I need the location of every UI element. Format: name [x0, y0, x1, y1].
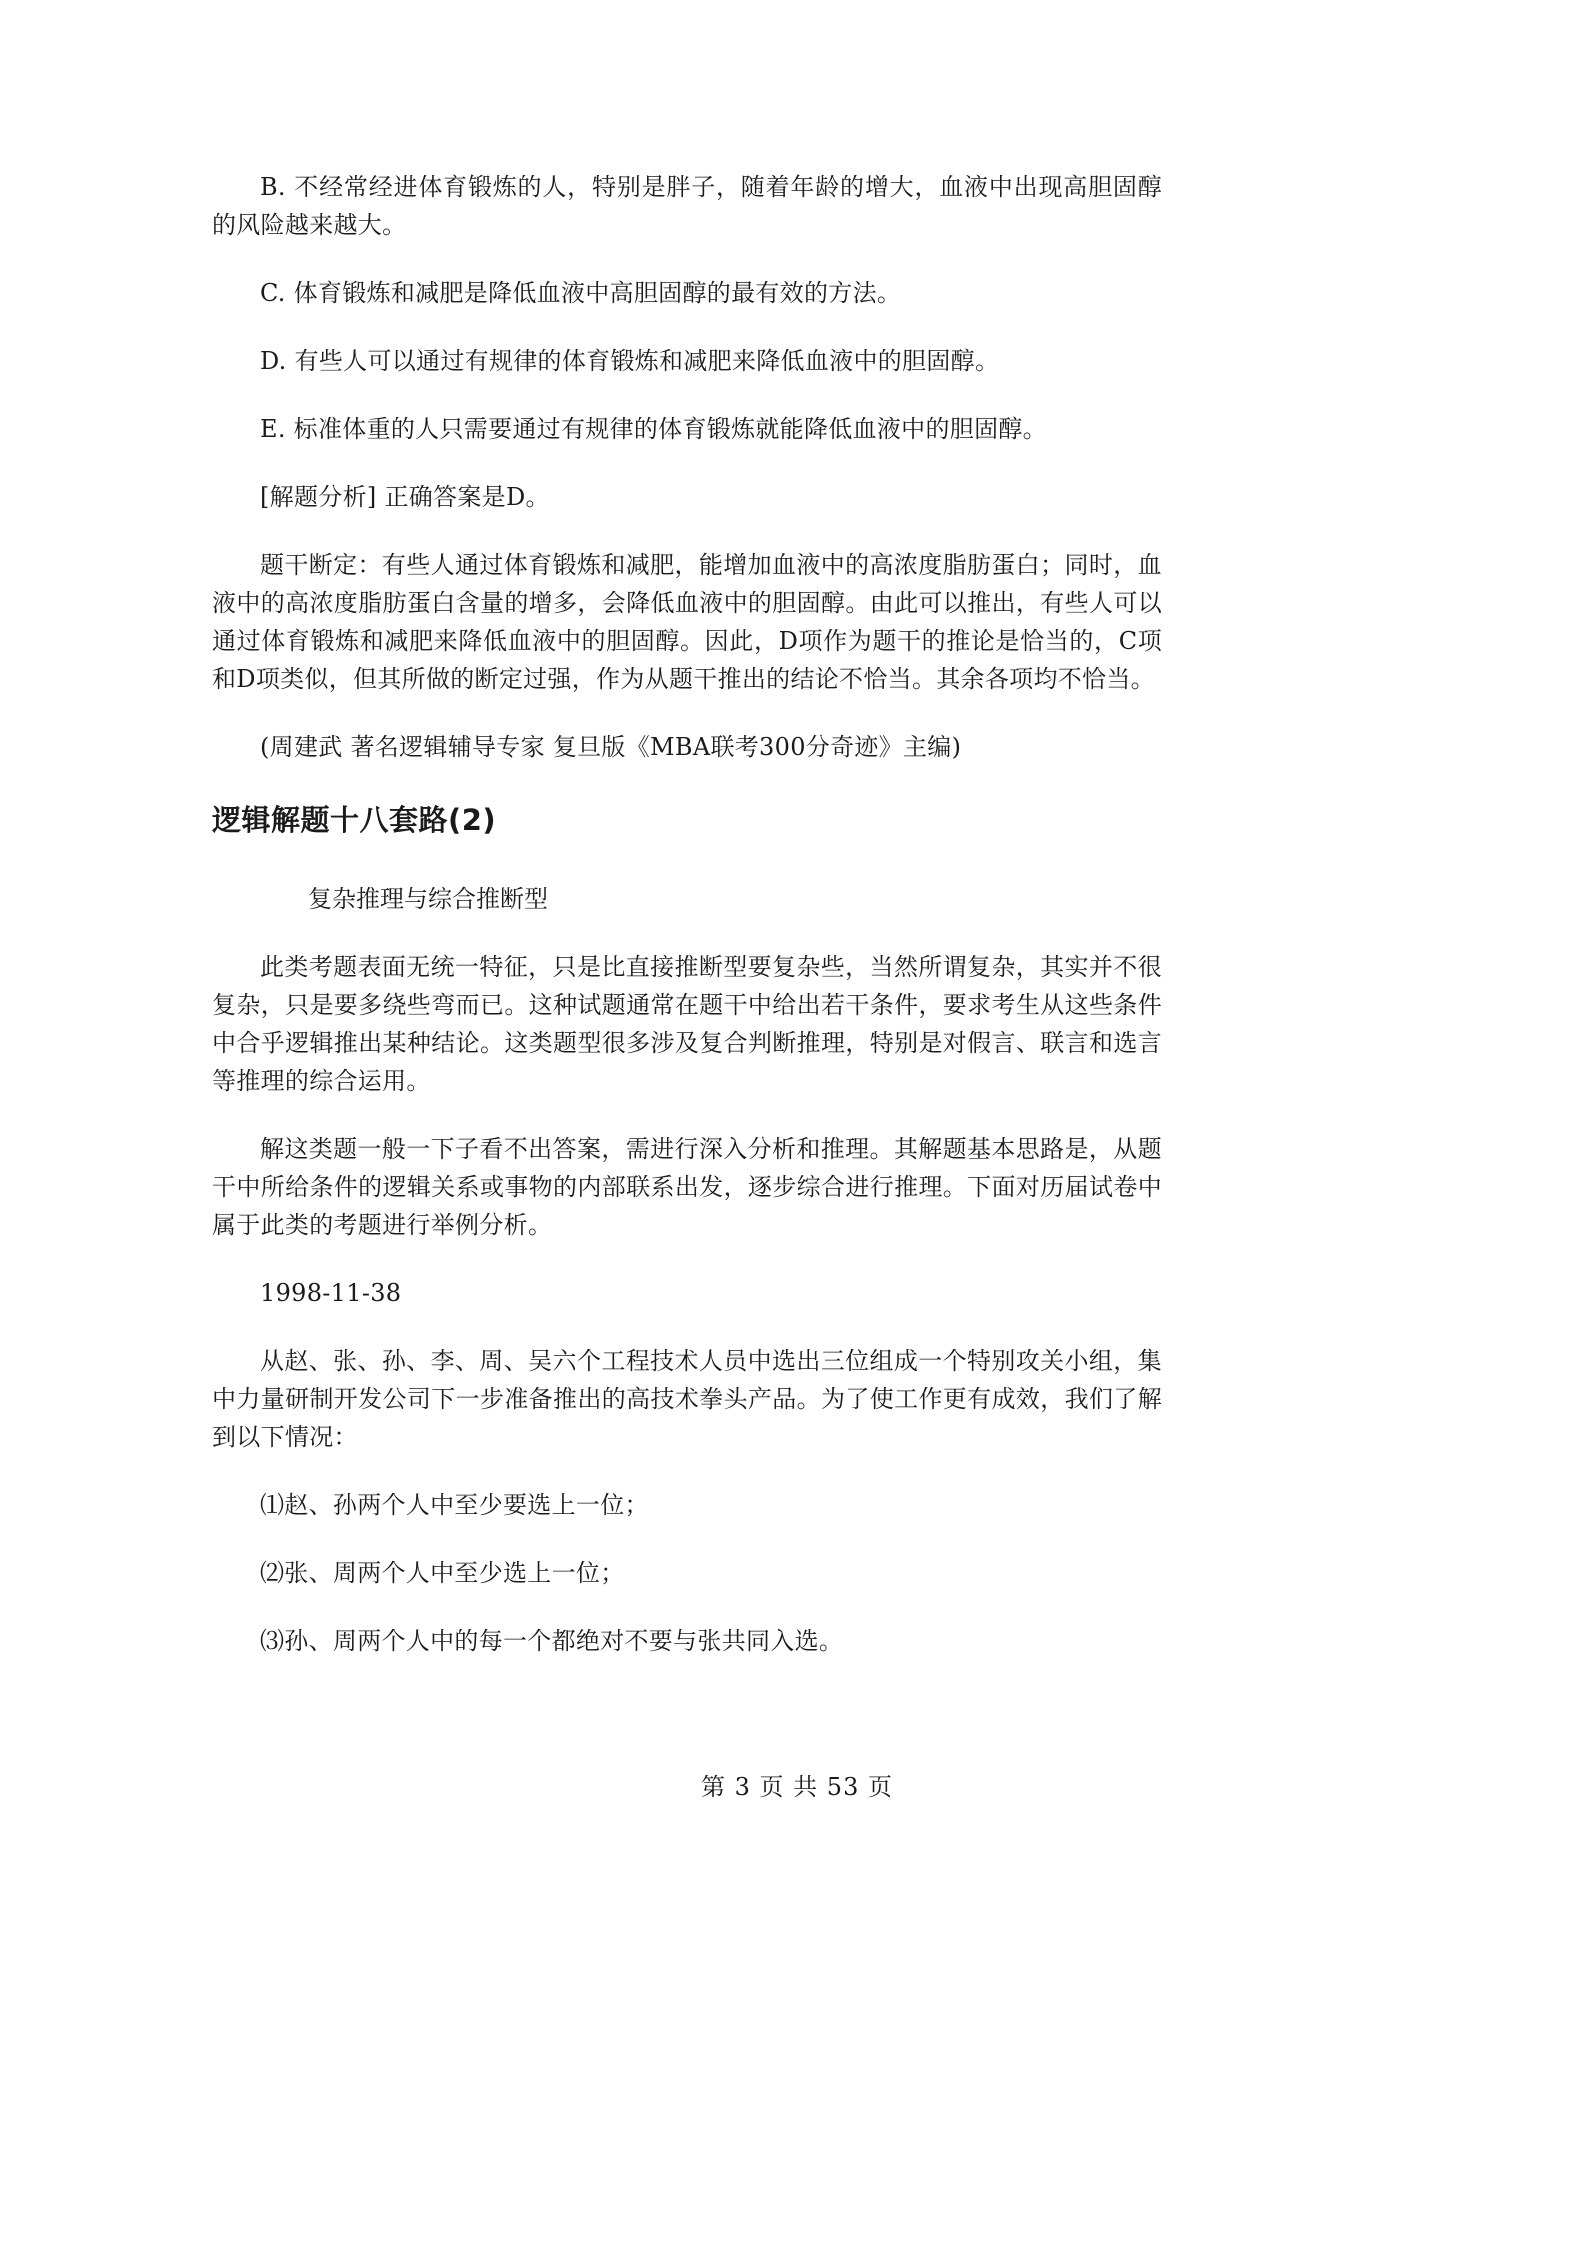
condition-2: ⑵张、周两个人中至少选上一位；: [260, 1559, 625, 1587]
option-c: C. 体育锻炼和减肥是降低血液中高胆固醇的最有效的方法。: [260, 279, 902, 307]
option-d: D. 有些人可以通过有规律的体育锻炼和减肥来降低血液中的胆固醇。: [260, 347, 1000, 375]
condition-1: ⑴赵、孙两个人中至少要选上一位；: [260, 1491, 649, 1519]
answer-line: [解题分析] 正确答案是D。: [260, 483, 550, 511]
page-number-footer: 第 3 页 共 53 页: [701, 1773, 893, 1801]
option-e: E. 标准体重的人只需要通过有规律的体育锻炼就能降低血液中的胆固醇。: [260, 415, 1047, 443]
author-credit: (周建武 著名逻辑辅导专家 复旦版《MBA联考300分奇迹》主编): [260, 733, 962, 761]
question-stem: 从赵、张、孙、李、周、吴六个工程技术人员中选出三位组成一个特别攻关小组，集中力量研制开发公司下一步准备推出的高技术拳头产品。为了使工作更有成效，我们了解到以下情况：: [212, 1347, 1162, 1451]
analysis-paragraph: 题干断定：有些人通过体育锻炼和减肥，能增加血液中的高浓度脂肪蛋白；同时，血液中的高浓度脂肪蛋白含量的增多，会降低血液中的胆固醇。由此可以推出，有些人可以通过体育锻炼和减肥来降低血液中的胆固醇。因此，D项作为题干的推论是恰当的，C项和D项类似，但其所做的断定过强，作为从题干推出的结论不恰当。其余各项均不恰当。: [212, 551, 1162, 693]
page-content: [212, 168, 1162, 1690]
intro-paragraph-1: 此类考题表面无统一特征，只是比直接推断型要复杂些，当然所谓复杂，其实并不很复杂，只是要多绕些弯而已。这种试题通常在题干中给出若干条件，要求考生从这些条件中合乎逻辑推出某种结论。这类题型很多涉及复合判断推理，特别是对假言、联言和选言等推理的综合运用。: [212, 953, 1162, 1095]
condition-3: ⑶孙、周两个人中的每一个都绝对不要与张共同入选。: [260, 1627, 844, 1655]
intro-paragraph-2: 解这类题一般一下子看不出答案，需进行深入分析和推理。其解题基本思路是，从题干中所给条件的逻辑关系或事物的内部联系出发，逐步综合进行推理。下面对历届试卷中属于此类的考题进行举例分析。: [212, 1135, 1162, 1239]
option-b: B. 不经常经进体育锻炼的人，特别是胖子，随着年龄的增大，血液中出现高胆固醇的风险越来越大。: [212, 173, 1162, 239]
question-id: 1998-11-38: [260, 1279, 402, 1307]
section-subheading: 复杂推理与综合推断型: [308, 885, 548, 913]
section-heading: 逻辑解题十八套路(2): [212, 803, 497, 837]
